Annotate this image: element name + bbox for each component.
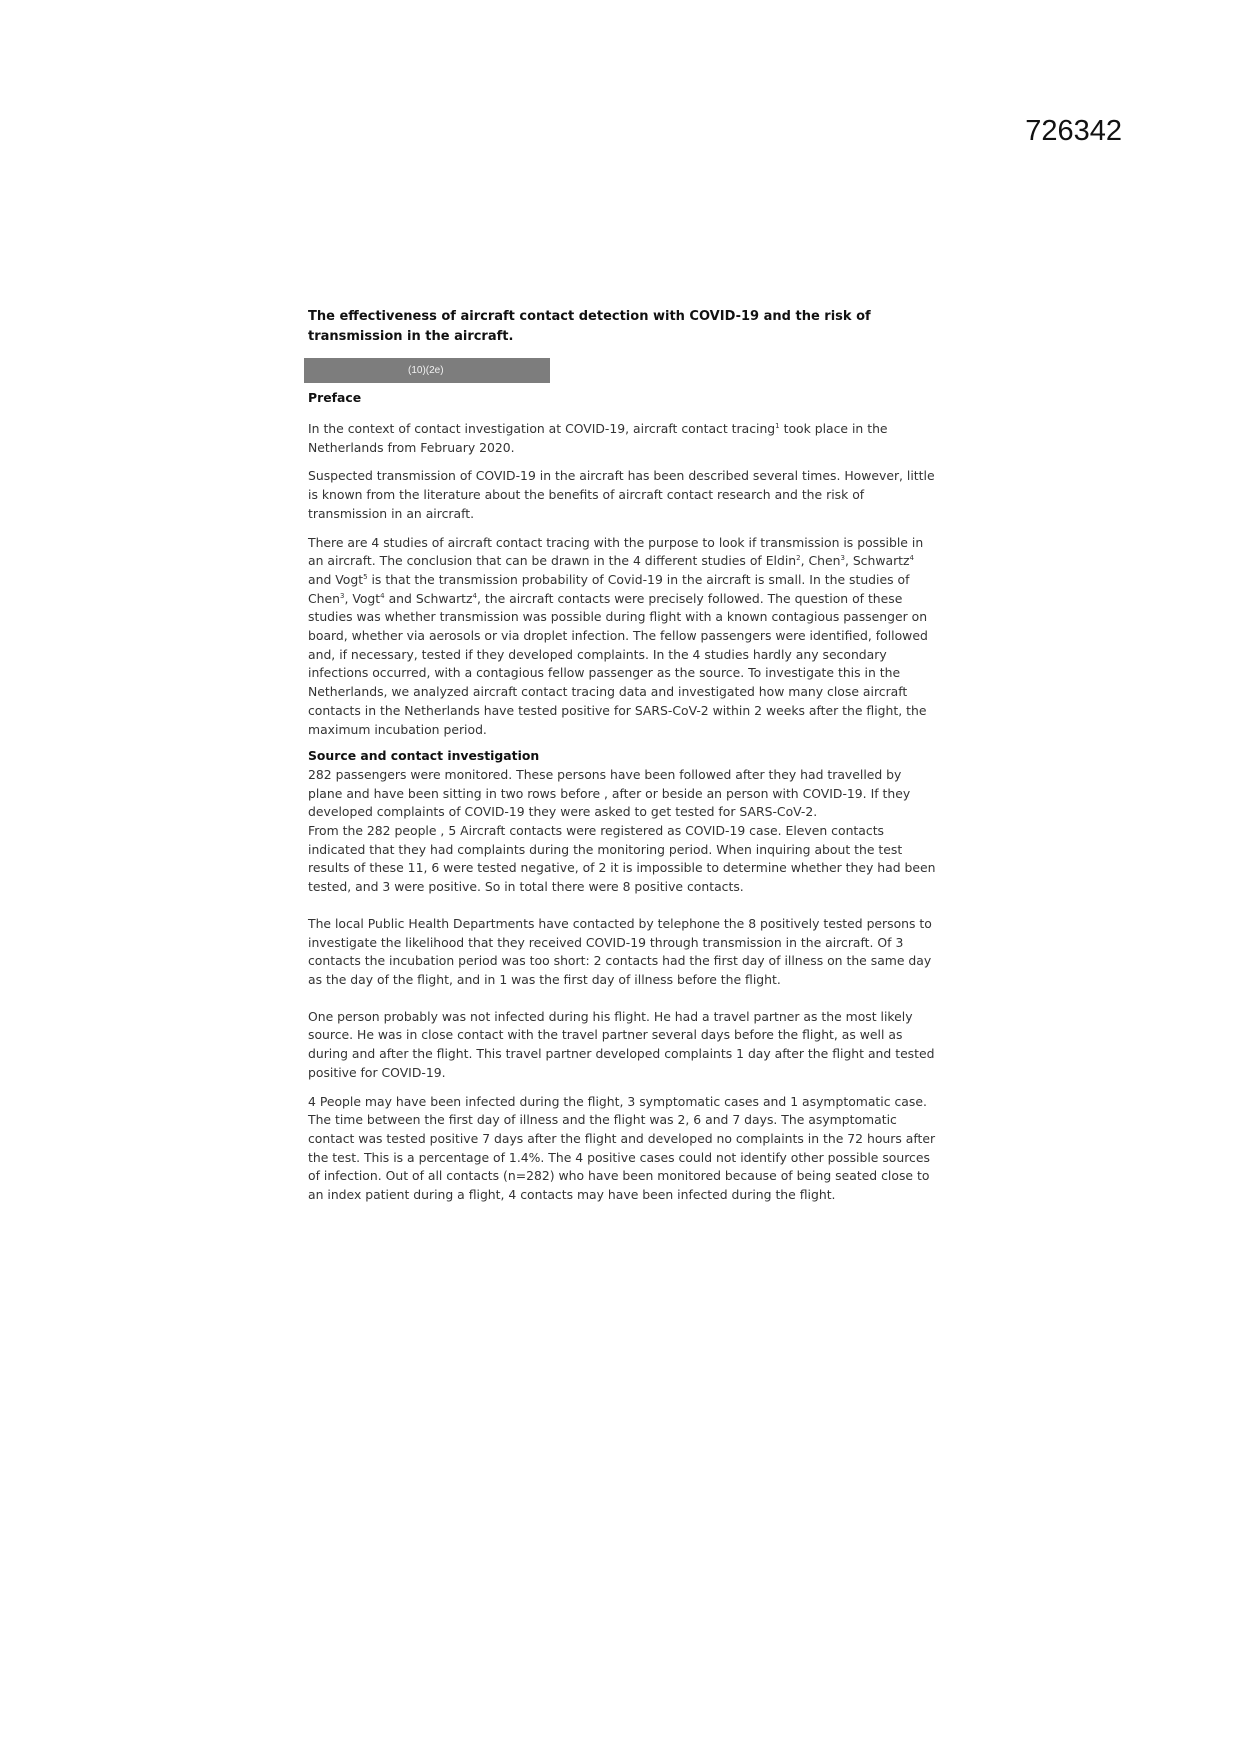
footnote-ref: 2 — [796, 554, 801, 563]
source-paragraph-5: 4 People may have been infected during the flight, 3 symptomatic cases and 1 asymptomatic case. The time between the first day of illness and the flight was 2, 6 and 7 days. The asymptomatic contact was tested positive 7 days after the flight and developed no complaints in the 72 hours after the test. This is a percentage of 1.4%. The 4 positive cases could not identify other possible sources of infection. Out of all contacts (n=282) who have been monitored because of being seated close to an index patient during a flight, 4 contacts may have been infected during the flight. — [308, 1093, 936, 1203]
footnote-ref: 1 — [775, 422, 780, 430]
source-paragraph-2: From the 282 people , 5 Aircraft contacts were registered as COVID-19 case. Eleven contacts indicated that they had complaints during the monitoring period. When inquiring about the test results of these 11, 6 were tested negative, of 2 it is impossible to determine whether they had been tested, and 3 were positive. So in total there were 8 positive contacts. — [308, 823, 936, 895]
footnote-ref: 4 — [909, 554, 914, 563]
source-paragraph-3: The local Public Health Departments have contacted by telephone the 8 positively tested persons to investigate the likelihood that they received COVID-19 through transmission in the aircraft. Of 3 contacts the incubation period was too short: 2 contacts had the first day of illness on the same day as the day of the flight, and in 1 was the first day of illness before the flight. — [308, 915, 932, 987]
document-body — [308, 307, 938, 1205]
preface-paragraph-1: In the context of contact investigation at COVID-19, aircraft contact tracing$^1$ took place in the Netherlands from February 2020. — [308, 421, 888, 455]
preface-paragraph-2: Suspected transmission of COVID-19 in the aircraft has been described several times. However, little is known from the literature about the benefits of aircraft contact research and the risk of transmission in an aircraft. — [308, 468, 935, 521]
source-heading: Source and contact investigation — [308, 748, 540, 764]
footnote-ref: 4 — [380, 591, 385, 600]
source-paragraph-4: One person probably was not infected during his flight. He had a travel partner as the most likely source. He was in close contact with the travel partner several days before the flight, as well as during and after the flight. This travel partner developed complaints 1 day after the flight and tested positive for COVID-19. — [308, 1008, 935, 1080]
preface-paragraph-3: There are 4 studies of aircraft contact tracing with the purpose to look if transmission is possible in an aircraft. The conclusion that can be drawn in the 4 different studies of Eldin$^2$, Chen$^3$, Schwartz$^4$ and Vogt$^5$ is that the transmission probability of Covid-19 in the aircraft is small. In the studies of Chen$^3$, Vogt$^4$ and Schwartz$^4$, the aircraft contacts were precisely followed. The question of these studies was whether transmission was possible during flight with a known contagious passenger on board, whether via aerosols or via droplet infection. The fellow passengers were identified, followed and, if necessary, tested if they developed complaints. In the 4 studies hardly any secondary infections occurred, with a contagious fellow passenger as the source. To investigate this in the Netherlands, we analyzed aircraft contact tracing data and investigated how many close aircraft contacts in the Netherlands have tested positive for SARS-CoV-2 within 2 weeks after the flight, the maximum incubation period. — [308, 534, 928, 737]
document-number: 726342 — [1025, 115, 1122, 147]
footnote-ref: 4 — [472, 591, 477, 600]
source-paragraph-1: 282 passengers were monitored. These persons have been followed after they had travelled by plane and have been sitting in two rows before , after or beside an person with COVID-19. If they developed complaints of COVID-19 they were asked to get tested for SARS-CoV-2. — [308, 766, 911, 820]
redaction-label: (10)(2e) — [408, 365, 444, 376]
footnote-ref: 5 — [363, 572, 368, 581]
footnote-ref: 3 — [339, 591, 345, 600]
preface-heading: Preface — [308, 390, 362, 405]
redaction-bar — [304, 358, 550, 383]
document-title: The effectiveness of aircraft contact detection with COVID-19 and the risk of transmission in the aircraft. — [308, 309, 871, 344]
footnote-ref: 3 — [840, 554, 845, 563]
